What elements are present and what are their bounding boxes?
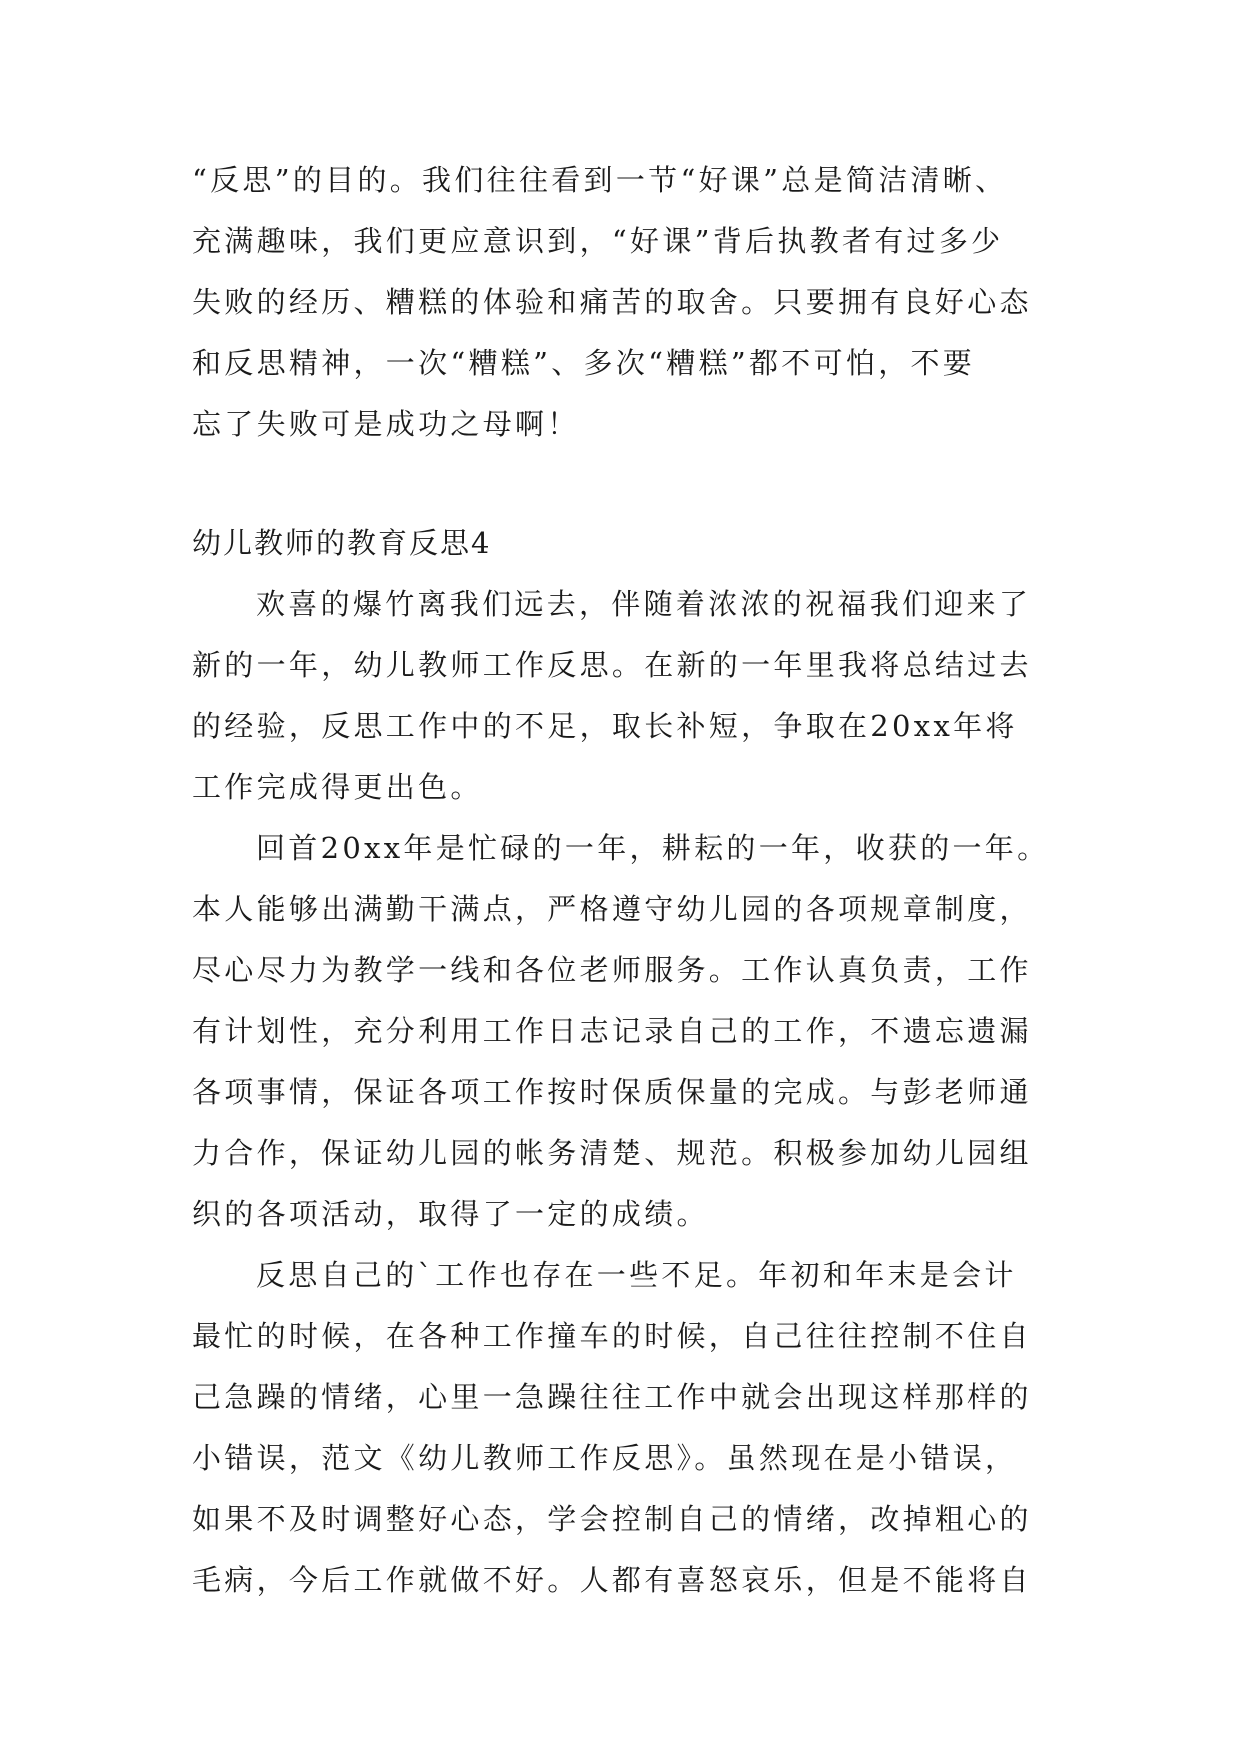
paragraph-line: 己急躁的情绪，心里一急躁往往工作中就会出现这样那样的 — [192, 1380, 1032, 1414]
paragraph-line: 失败的经历、糟糕的体验和痛苦的取舍。只要拥有良好心态 — [192, 285, 1032, 319]
paragraph-line: 欢喜的爆竹离我们远去，伴随着浓浓的祝福我们迎来了 — [256, 587, 1032, 621]
paragraph-line: 如果不及时调整好心态，学会控制自己的情绪，改掉粗心的 — [192, 1502, 1032, 1536]
document-body — [192, 150, 1062, 1611]
paragraph-line: 有计划性，充分利用工作日志记录自己的工作，不遗忘遗漏 — [192, 1014, 1032, 1048]
paragraph-3 — [192, 1245, 1062, 1611]
paragraph-line: 回首20xx年是忙碌的一年，耕耘的一年，收获的一年。 — [256, 831, 1050, 865]
paragraph-line: 织的各项活动，取得了一定的成绩。 — [192, 1197, 709, 1231]
paragraph-line: 和反思精神，一次“糟糕”、多次“糟糕”都不可怕，不要 — [192, 346, 976, 380]
section-spacer — [192, 455, 1062, 513]
paragraph-line: 尽心尽力为教学一线和各位老师服务。工作认真负责，工作 — [192, 953, 1032, 987]
paragraph-line: 力合作，保证幼儿园的帐务清楚、规范。积极参加幼儿园组 — [192, 1136, 1032, 1170]
paragraph-line: 本人能够出满勤干满点，严格遵守幼儿园的各项规章制度， — [192, 892, 1032, 926]
paragraph-line: “反思”的目的。我们往往看到一节“好课”总是简洁清晰、 — [192, 163, 1008, 197]
paragraph-line: 最忙的时候，在各种工作撞车的时候，自己往往控制不住自 — [192, 1319, 1032, 1353]
intro-paragraph — [192, 150, 1062, 455]
paragraph-line: 忘了失败可是成功之母啊！ — [192, 407, 580, 441]
paragraph-line: 工作完成得更出色。 — [192, 770, 483, 804]
paragraph-line: 新的一年，幼儿教师工作反思。在新的一年里我将总结过去 — [192, 648, 1032, 682]
paragraph-line: 各项事情，保证各项工作按时保质保量的完成。与彭老师通 — [192, 1075, 1032, 1109]
paragraph-line: 毛病，今后工作就做不好。人都有喜怒哀乐，但是不能将自 — [192, 1563, 1032, 1597]
paragraph-line: 反思自己的`工作也存在一些不足。年初和年末是会计 — [256, 1258, 1017, 1292]
paragraph-line: 的经验，反思工作中的不足，取长补短，争取在20xx年将 — [192, 709, 1018, 743]
paragraph-1 — [192, 574, 1062, 818]
section-heading: 幼儿教师的教育反思4 — [192, 526, 492, 560]
paragraph-line: 小错误，范文《幼儿教师工作反思》。虽然现在是小错误， — [192, 1441, 1018, 1475]
paragraph-line: 充满趣味，我们更应意识到，“好课”背后执教者有过多少 — [192, 224, 1004, 258]
paragraph-2 — [192, 818, 1062, 1245]
